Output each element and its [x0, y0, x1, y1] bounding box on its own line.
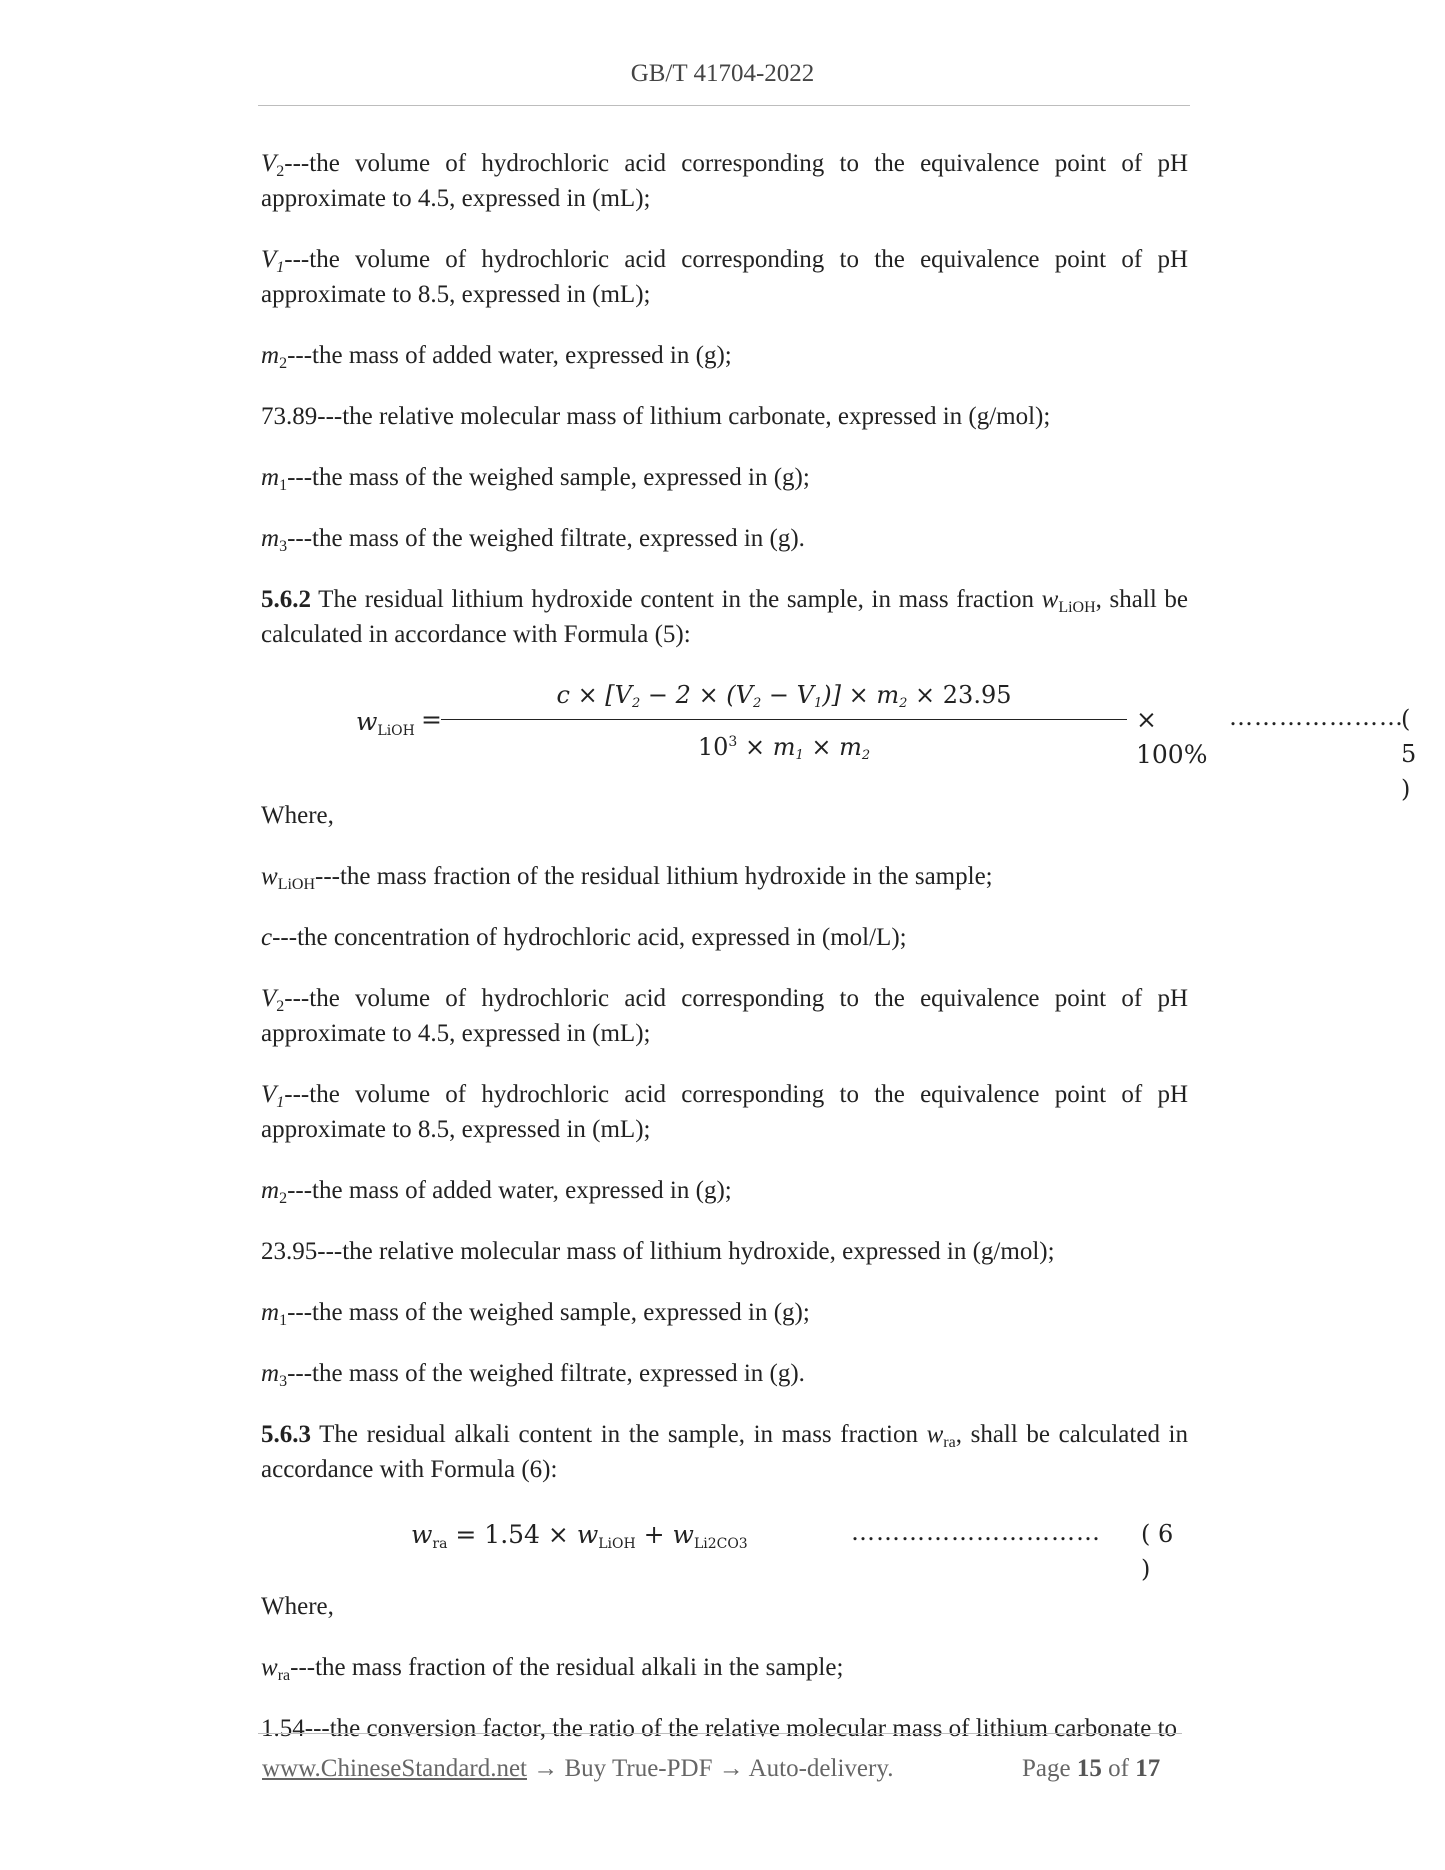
definition-item — [261, 1077, 1188, 1147]
subscript: 3 — [279, 1373, 288, 1390]
formula-number: ( 5 ) — [1401, 705, 1417, 803]
definition-item — [261, 242, 1188, 312]
section-text: , shall be calculated in accordance with Formula (5): — [261, 586, 1188, 648]
subscript: 2 — [279, 1190, 288, 1207]
symbol: m — [261, 1299, 280, 1326]
subscript: ra — [943, 1434, 956, 1451]
document-body — [261, 146, 1417, 1746]
definition-item — [261, 460, 1188, 495]
leader-dots: ………………………… — [851, 1518, 1101, 1546]
definition-text: ---the mass of the weighed sample, expressed in (g); — [287, 1299, 810, 1326]
symbol: m — [261, 464, 280, 491]
definition-item — [261, 981, 1188, 1051]
symbol: V — [261, 246, 277, 273]
definition-text: ---the volume of hydrochloric acid corresponding to the equivalence point of pH approximate to 4.5, expressed in (mL); — [261, 150, 1188, 212]
symbol: m — [261, 525, 280, 552]
fraction-bar — [441, 719, 1127, 720]
definition-text: ---the mass of added water, expressed in (g); — [287, 342, 732, 369]
definition-text: ---the mass of the weighed filtrate, expressed in (g). — [287, 525, 805, 552]
subscript: 1 — [279, 477, 288, 494]
where-label: Where, — [261, 1593, 334, 1620]
symbol: V — [261, 1081, 277, 1108]
footer-text: → Buy True-PDF → Auto-delivery. — [527, 1755, 894, 1782]
definition-item — [261, 920, 1188, 955]
definition-item: 1.54---the conversion factor, the ratio of the relative molecular mass of lithium carbonate to — [261, 1715, 1178, 1742]
subscript: 1 — [276, 259, 285, 276]
where-label: Where, — [261, 802, 334, 829]
section-text: The residual alkali content in the sample, in mass fraction — [311, 1421, 927, 1448]
symbol: w — [926, 1421, 944, 1448]
definition-item: 73.89---the relative molecular mass of lithium carbonate, expressed in (g/mol); — [261, 403, 1051, 430]
definition-text: ---the mass of the weighed sample, expressed in (g); — [287, 464, 810, 491]
leader-dots: ………………… — [1229, 703, 1404, 731]
website-link[interactable]: www.ChineseStandard.net — [262, 1755, 527, 1782]
definition-item — [261, 338, 1188, 373]
symbol: m — [261, 1177, 280, 1204]
definition-item — [261, 146, 1188, 216]
formula-numerator: $c \times [V_2 - 2 \times (V_2 - V_1)] \times m_2 \times 23.95$ — [556, 681, 1012, 711]
subscript: 2 — [276, 163, 285, 180]
symbol: V — [261, 150, 277, 177]
section-5-6-2 — [261, 582, 1188, 652]
footer-divider — [258, 1733, 1182, 1734]
symbol: w — [1041, 586, 1059, 613]
subscript: ra — [277, 1667, 291, 1684]
symbol: m — [261, 342, 280, 369]
formula-lhs: $w_{LiOH}$ — [356, 707, 415, 739]
section-text: , shall be calculated in accordance with Formula (6): — [261, 1421, 1188, 1483]
symbol: w — [261, 863, 278, 890]
definition-item — [261, 1295, 1188, 1330]
subscript: 3 — [279, 538, 288, 555]
subscript: 1 — [276, 1094, 285, 1111]
footer-promo — [262, 1755, 893, 1783]
symbol: w — [261, 1654, 278, 1681]
total-pages: 17 — [1135, 1755, 1161, 1782]
section-text: The residual lithium hydroxide content in the sample, in mass fraction — [311, 586, 1042, 613]
subscript: 1 — [279, 1312, 288, 1329]
definition-text: ---the mass of added water, expressed in (g); — [287, 1177, 732, 1204]
page-label: Page — [1022, 1755, 1071, 1782]
subscript: 2 — [279, 355, 288, 372]
current-page: 15 — [1076, 1755, 1102, 1782]
definition-item — [261, 521, 1188, 556]
definition-text: ---the volume of hydrochloric acid corresponding to the equivalence point of pH approximate to 4.5, expressed in (mL); — [261, 985, 1188, 1047]
definition-item — [261, 1173, 1188, 1208]
symbol: m — [261, 1360, 280, 1387]
definition-item — [261, 859, 1188, 894]
definition-item: 23.95---the relative molecular mass of lithium hydroxide, expressed in (g/mol); — [261, 1238, 1055, 1265]
definition-text: ---the volume of hydrochloric acid corresponding to the equivalence point of pH approximate to 8.5, expressed in (mL); — [261, 1081, 1188, 1143]
section-number: 5.6.2 — [261, 586, 311, 613]
formula-expression: $w_{ra} = 1.54 \times w_{LiOH} + w_{Li2CO3}$ — [411, 1520, 748, 1552]
definition-item — [261, 1650, 1188, 1685]
formula-denominator: $10^3 \times m_1 \times m_2$ — [697, 733, 871, 763]
formula-number: ( 6 ) — [1141, 1520, 1174, 1583]
formula-6 — [261, 1513, 1188, 1583]
formula-5 — [261, 678, 1417, 803]
symbol: V — [261, 985, 277, 1012]
subscript: 2 — [276, 998, 285, 1015]
subscript: LiOH — [1058, 599, 1096, 616]
symbol: c — [261, 924, 273, 951]
definition-text: ---the mass fraction of the residual alkali in the sample; — [290, 1654, 844, 1681]
document-header: GB/T 41704-2022 — [630, 60, 815, 87]
definition-text: ---the mass fraction of the residual lithium hydroxide in the sample; — [315, 863, 993, 890]
percent-multiplier: × 100% — [1136, 705, 1208, 769]
definition-text: ---the concentration of hydrochloric acid, expressed in (mol/L); — [272, 924, 907, 951]
section-5-6-3 — [261, 1417, 1188, 1487]
of-label: of — [1108, 1755, 1129, 1782]
subscript: LiOH — [277, 876, 316, 893]
section-number: 5.6.3 — [261, 1421, 311, 1448]
header-divider — [258, 105, 1190, 106]
definition-text: ---the mass of the weighed filtrate, expressed in (g). — [287, 1360, 805, 1387]
page-indicator — [1022, 1755, 1160, 1783]
definition-text: ---the volume of hydrochloric acid corresponding to the equivalence point of pH approximate to 8.5, expressed in (mL); — [261, 246, 1188, 308]
definition-item — [261, 1356, 1188, 1391]
equals-sign: = — [421, 705, 442, 734]
